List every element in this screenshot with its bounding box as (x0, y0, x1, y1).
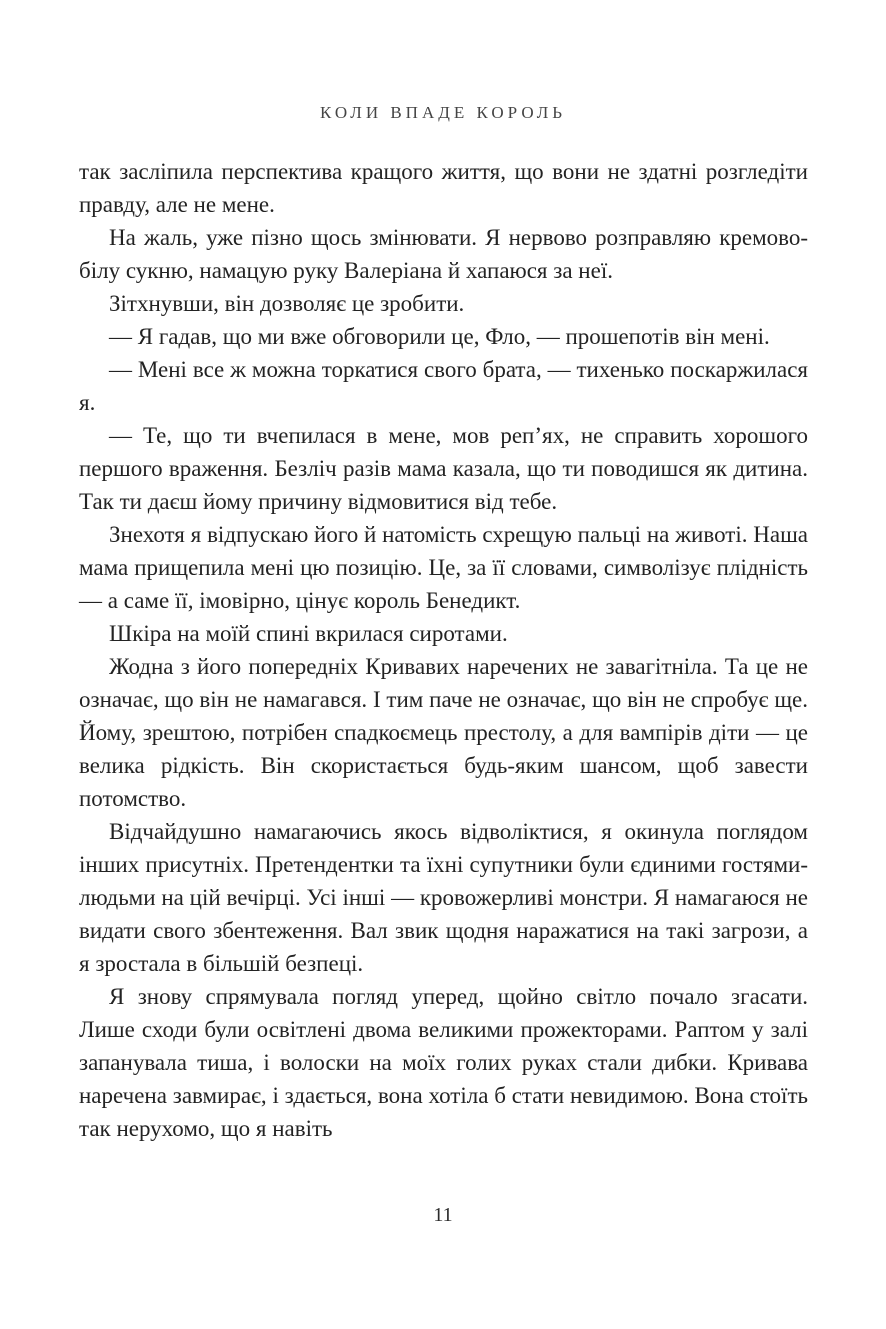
paragraph: Жодна з його попередніх Кривавих наречених не завагітніла. Та це не означає, що він не намагався. І тим паче не означає, що він не спробує ще. Йому, зрештою, потрібен спадкоємець престолу, а для вампірів діти — це велика рідкість. Він скористається будь-яким шансом, щоб завести потомство. (79, 654, 808, 811)
page-number: 11 (433, 1204, 453, 1226)
paragraph: так засліпила перспектива кращого життя, що вони не здатні розгледіти правду, але не мене. (79, 159, 808, 217)
body-text (79, 155, 808, 1145)
paragraph: Я знову спрямувала погляд уперед, щойно світло почало згасати. Лише сходи були освітлені двома великими прожекторами. Раптом у залі запанувала тиша, і волоски на моїх голих руках стали дибки. Кривава наречена завмирає, і здається, вона хотіла б стати невидимою. Вона стоїть так нерухомо, що я навіть (79, 984, 808, 1141)
running-header: КОЛИ ВПАДЕ КОРОЛЬ (319, 103, 567, 122)
paragraph: — Те, що ти вчепилася в мене, мов реп’ях, не справить хорошого першого враження. Безліч разів мама казала, що ти поводишся як дитина. Так ти даєш йому причину відмовитися від тебе. (79, 423, 808, 514)
paragraph: На жаль, уже пізно щось змінювати. Я нервово розправляю кремово-білу сукню, намацую руку Валеріана й хапаюся за неї. (79, 225, 808, 283)
paragraph: — Я гадав, що ми вже обговорили це, Фло, — прошепотів він мені. (109, 324, 770, 349)
paragraph: — Мені все ж можна торкатися свого брата, — тихенько поскаржилася я. (79, 357, 808, 415)
paragraph: Шкіра на моїй спині вкрилася сиротами. (109, 621, 508, 646)
paragraph: Знехотя я відпускаю його й натомість схрещую пальці на животі. Наша мама прищепила мені цю позицію. Це, за її словами, символізує плідність — а саме її, імовірно, цінує король Бенедикт. (79, 522, 808, 613)
paragraph: Відчайдушно намагаючись якось відволіктися, я окинула поглядом інших присутніх. Претендентки та їхні супутники були єдиними гостями-людьми на цій вечірці. Усі інші — кровожерливі монстри. Я намагаюся не видати свого збентеження. Вал звик щодня наражатися на такі загрози, а я зростала в більшій безпеці. (79, 819, 808, 976)
paragraph: Зітхнувши, він дозволяє це зробити. (109, 291, 465, 316)
